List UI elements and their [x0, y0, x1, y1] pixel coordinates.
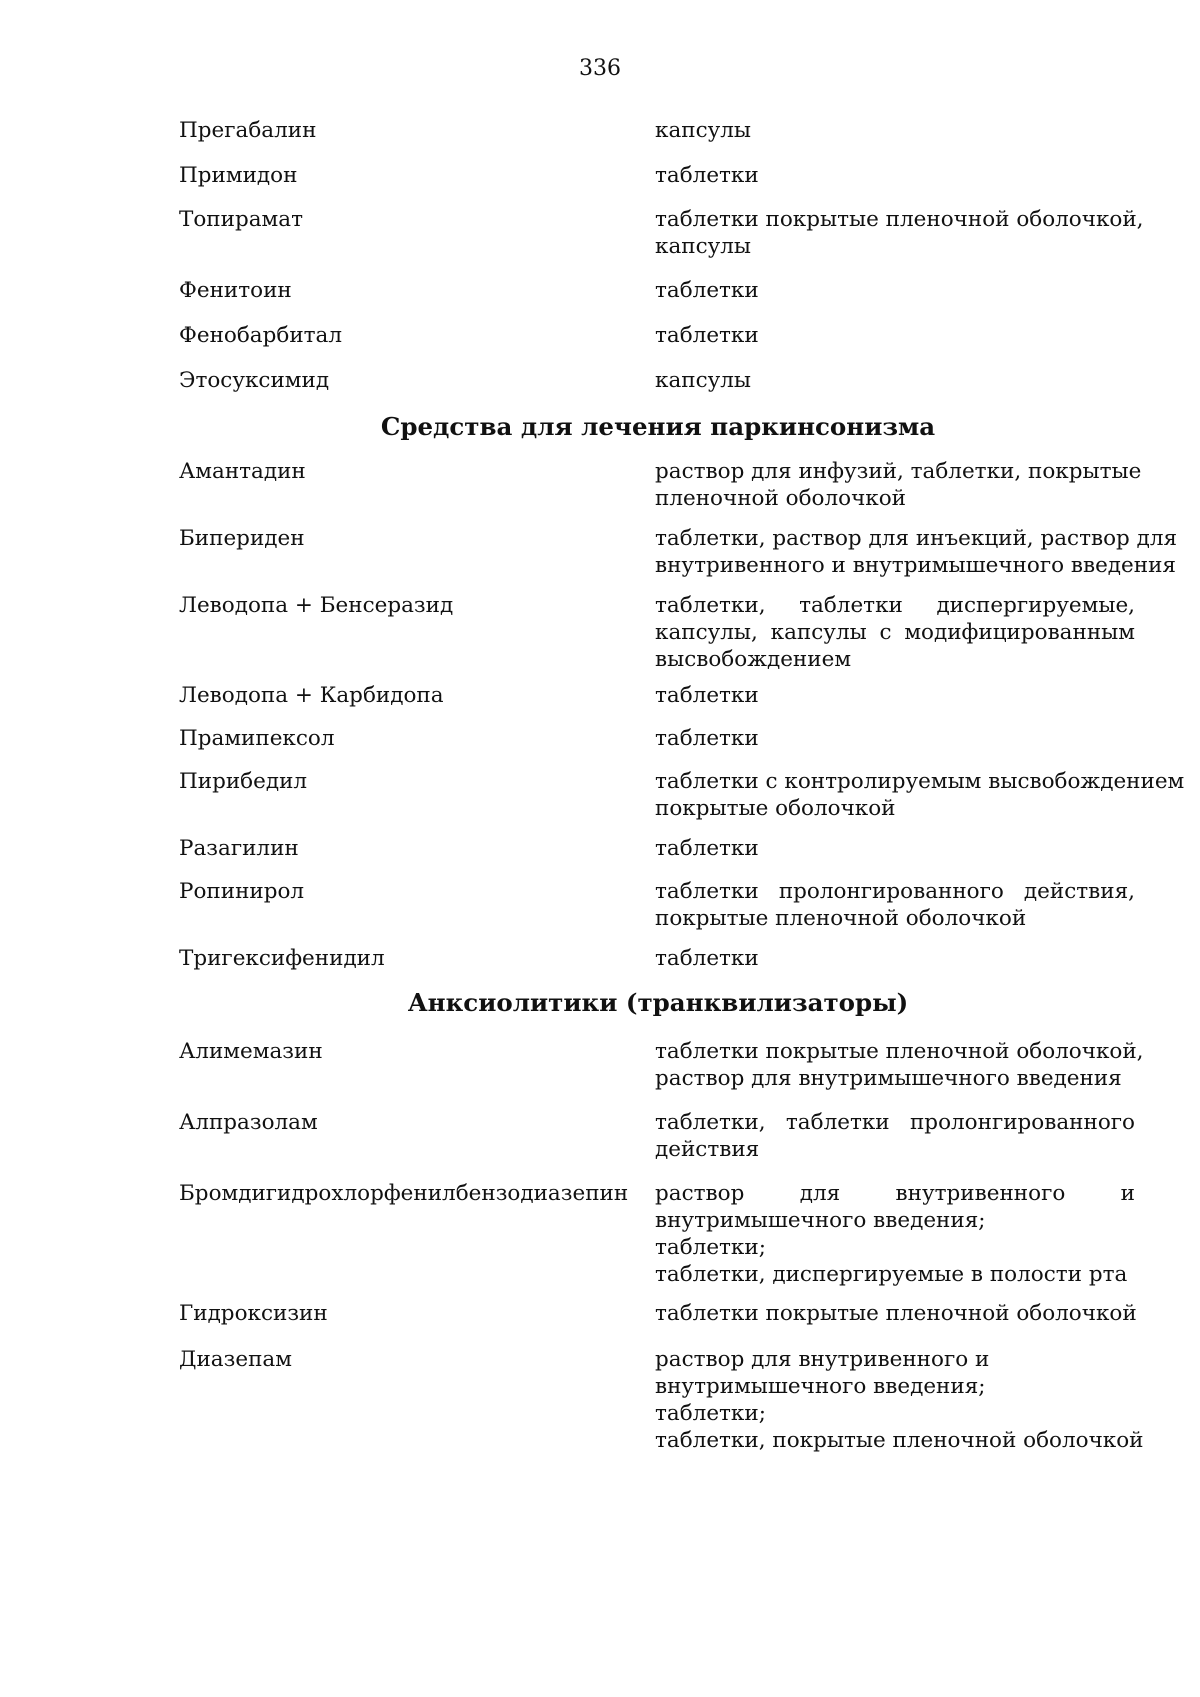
dosage-form-line: раствор для внутривенного и	[655, 1347, 990, 1372]
drug-name: Бромдигидрохлорфенилбензодиазепин	[179, 1181, 629, 1206]
dosage-form	[655, 878, 1135, 932]
dosage-form-line: таблетки покрытые пленочной оболочкой,	[655, 1039, 1144, 1064]
dosage-form	[655, 322, 1135, 349]
dosage-form-line: таблетки	[655, 683, 759, 708]
drug-name: Прамипексол	[179, 726, 335, 751]
drug-name: Тригексифенидил	[179, 946, 385, 971]
drug-name: Бипериден	[179, 526, 305, 551]
section-heading: Анксиолитики (транквилизаторы)	[407, 988, 909, 1017]
drug-name: Разагилин	[179, 836, 299, 861]
dosage-form-line: таблетки покрытые пленочной оболочкой	[655, 1301, 1137, 1326]
dosage-form	[655, 525, 1178, 579]
drug-name: Гидроксизин	[179, 1301, 328, 1326]
dosage-form-line: таблетки	[655, 163, 759, 188]
dosage-form	[655, 162, 1135, 189]
dosage-form	[655, 1109, 1135, 1163]
drug-name: Прегабалин	[179, 118, 317, 143]
dosage-form	[655, 1038, 1144, 1092]
dosage-form	[655, 725, 1135, 752]
dosage-form-line: таблетки, таблетки пролонгированного	[655, 1110, 1135, 1135]
dosage-form	[655, 592, 1135, 673]
dosage-form-line: высвобождением	[655, 647, 852, 672]
dosage-form-line: внутримышечного введения;	[655, 1374, 986, 1399]
drug-name: Леводопа + Бенсеразид	[179, 593, 454, 618]
dosage-form-line: покрытые пленочной оболочкой	[655, 906, 1027, 931]
dosage-form	[655, 768, 1185, 822]
drug-name: Топирамат	[179, 207, 303, 232]
page-number: 336	[579, 56, 621, 81]
dosage-form	[655, 117, 1135, 144]
dosage-form-line: раствор для инфузий, таблетки, покрытые	[655, 459, 1142, 484]
dosage-form-line: капсулы	[655, 234, 752, 259]
dosage-form-line: раствор для внутримышечного введения	[655, 1066, 1122, 1091]
dosage-form	[655, 206, 1144, 260]
dosage-form-line: таблетки	[655, 726, 759, 751]
drug-name: Леводопа + Карбидопа	[179, 683, 444, 708]
dosage-form	[655, 682, 1135, 709]
drug-name: Ропинирол	[179, 879, 305, 904]
dosage-form-line: действия	[655, 1137, 760, 1162]
dosage-form-line: таблетки	[655, 946, 759, 971]
drug-name: Фенитоин	[179, 278, 292, 303]
dosage-form-line: внутримышечного введения;	[655, 1208, 986, 1233]
drug-name: Примидон	[179, 163, 298, 188]
drug-name: Диазепам	[179, 1347, 292, 1372]
dosage-form-line: капсулы	[655, 368, 752, 393]
dosage-form-line: таблетки, раствор для инъекций, раствор для	[655, 526, 1178, 551]
drug-name: Этосуксимид	[179, 368, 330, 393]
dosage-form	[655, 367, 1135, 394]
dosage-form	[655, 945, 1135, 972]
dosage-form-line: таблетки, диспергируемые в полости рта	[655, 1262, 1128, 1287]
dosage-form	[655, 1300, 1135, 1327]
dosage-form-line: раствор для внутривенного и	[655, 1181, 1135, 1206]
dosage-form-line: внутривенного и внутримышечного введения	[655, 553, 1176, 578]
drug-name: Пирибедил	[179, 769, 308, 794]
dosage-form-line: таблетки	[655, 323, 759, 348]
drug-name: Алимемазин	[179, 1039, 323, 1064]
dosage-form	[655, 1180, 1135, 1288]
dosage-form-line: капсулы	[655, 118, 752, 143]
dosage-form-line: покрытые оболочкой	[655, 796, 896, 821]
dosage-form-line: таблетки	[655, 836, 759, 861]
drug-name: Алпразолам	[179, 1110, 318, 1135]
drug-name: Фенобарбитал	[179, 323, 343, 348]
drug-name: Амантадин	[179, 459, 306, 484]
dosage-form	[655, 835, 1135, 862]
dosage-form-line: таблетки пролонгированного действия,	[655, 879, 1135, 904]
dosage-form-line: таблетки, покрытые пленочной оболочкой	[655, 1428, 1144, 1453]
dosage-form-line: таблетки	[655, 278, 759, 303]
dosage-form-line: таблетки с контролируемым высвобождением	[655, 769, 1185, 794]
dosage-form	[655, 1346, 1144, 1454]
dosage-form	[655, 277, 1135, 304]
dosage-form	[655, 458, 1142, 512]
dosage-form-line: таблетки;	[655, 1235, 766, 1260]
dosage-form-line: капсулы, капсулы с модифицированным	[655, 620, 1135, 645]
dosage-form-line: таблетки;	[655, 1401, 766, 1426]
dosage-form-line: пленочной оболочкой	[655, 486, 906, 511]
dosage-form-line: таблетки покрытые пленочной оболочкой,	[655, 207, 1144, 232]
section-heading: Средства для лечения паркинсонизма	[380, 412, 936, 441]
dosage-form-line: таблетки, таблетки диспергируемые,	[655, 593, 1135, 618]
